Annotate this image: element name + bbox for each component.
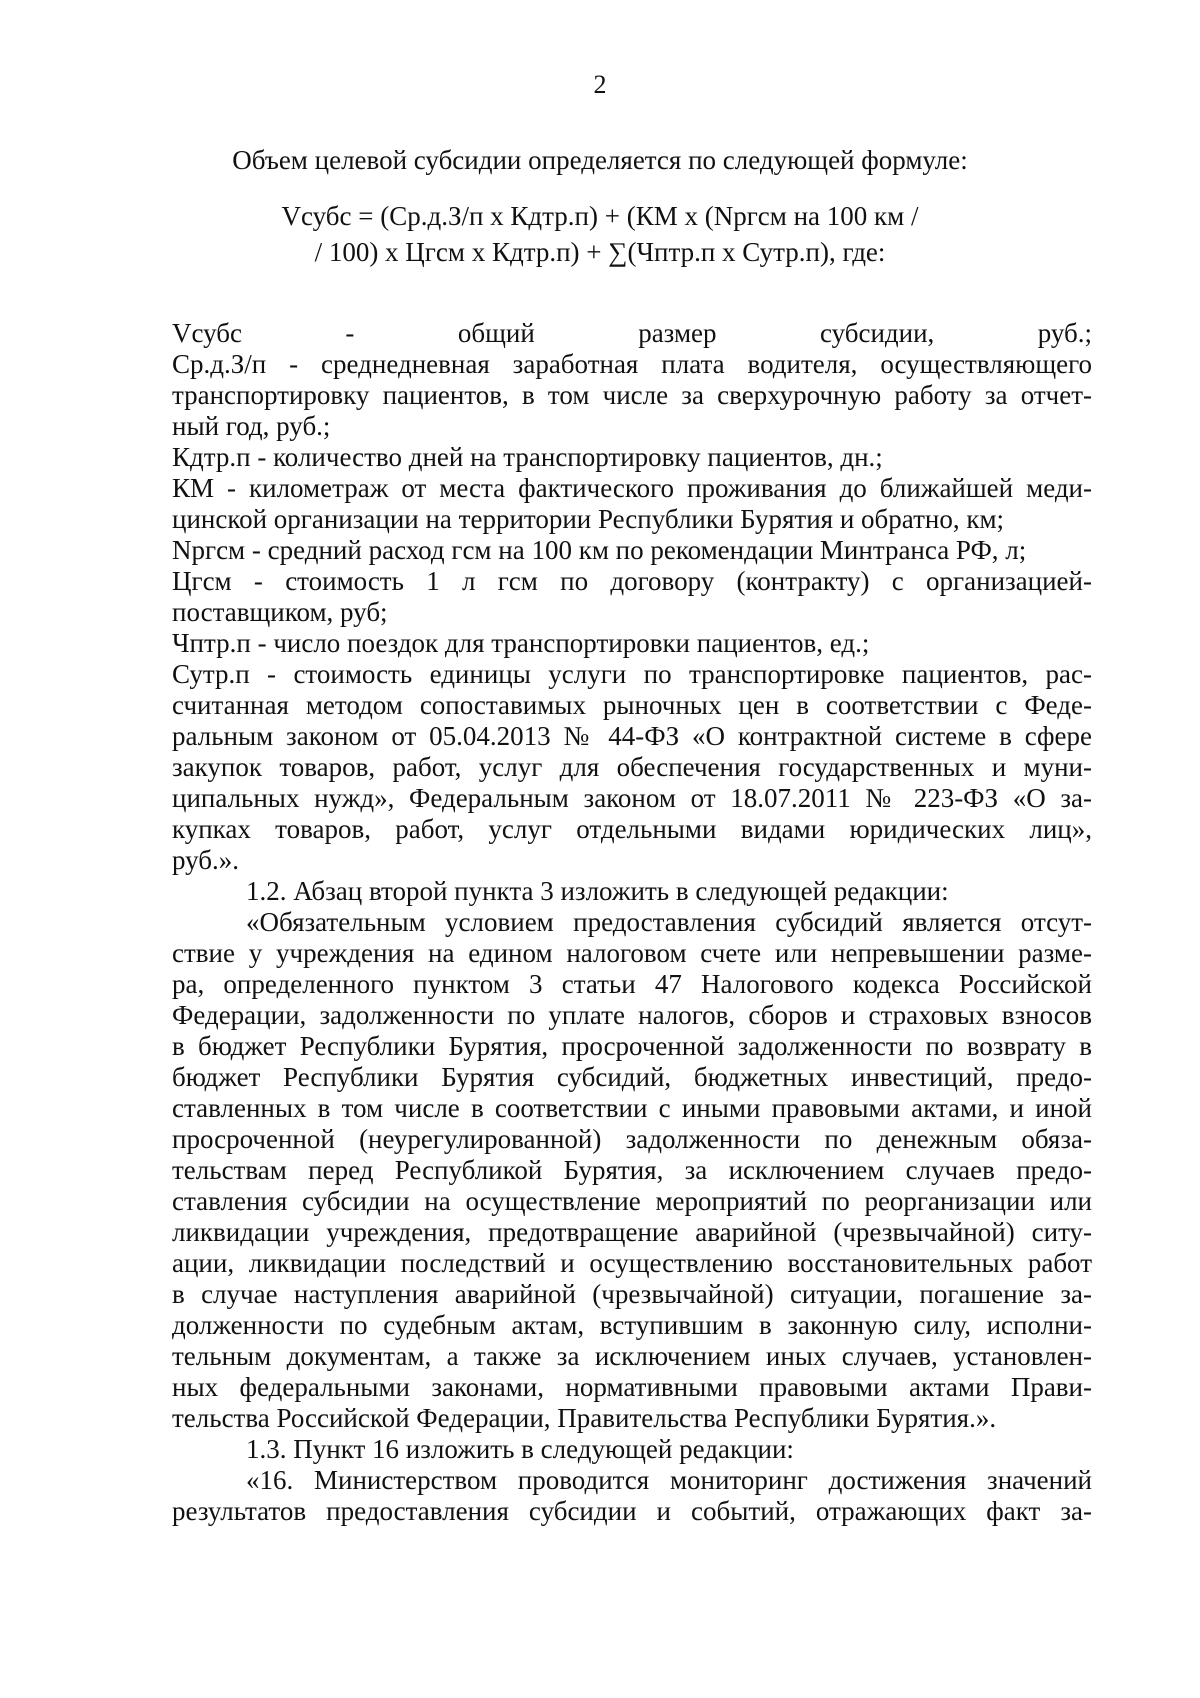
text-line: купках товаров, работ, услуг отдельными видами юридических лиц», [172,814,1092,844]
page-number: 2 [593,70,607,99]
text-line: Кдтр.п - количество дней на транспортировку пациентов, дн.; [172,442,883,472]
text-line: транспортировку пациентов, в том числе за сверхурочную работу за отчет- [172,380,1092,410]
text-line: руб.». [172,845,240,875]
text-line: ставления субсидии на осуществление мероприятий по реорганизации или [172,1186,1092,1216]
formula-line-1: Vсубс = (Ср.д.З/п х Кдтр.п) + (КМ х (Nргсм на 100 км / [281,201,919,231]
text-line: ципальных нужд», Федеральным законом от 18.07.2011 № 223-ФЗ «О за- [172,783,1092,813]
text-line: тельства Российской Федерации, Правительства Республики Бурятия.». [172,1403,997,1433]
text-line: цинской организации на территории Республики Бурятия и обратно, км; [172,504,1005,534]
text-line: закупок товаров, работ, услуг для обеспечения государственных и муни- [172,752,1092,782]
text-line: считанная методом сопоставимых рыночных цен в соответствии с Феде- [172,690,1092,720]
text-line: ствие у учреждения на едином налоговом счете или непревышении разме- [172,938,1092,968]
text-line: ставленных в том числе в соответствии с иными правовыми актами, и иной [172,1093,1092,1123]
text-line: «Обязательным условием предоставления субсидий является отсут- [246,907,1092,937]
text-line: Vсубс - общий размер субсидии, руб.; [172,318,1092,348]
text-line: в случае наступления аварийной (чрезвычайной) ситуации, погашение за- [172,1279,1092,1309]
text-line: результатов предоставления субсидии и событий, отражающих факт за- [172,1496,1092,1526]
text-line: тельным документам, а также за исключением иных случаев, установлен- [172,1341,1092,1371]
text-line: Цгсм - стоимость 1 л гсм по договору (контракту) с организацией- [172,566,1092,596]
text-line: ных федеральными законами, нормативными правовыми актами Прави- [172,1372,1092,1402]
text-line: «16. Министерством проводится мониторинг достижения значений [246,1465,1092,1495]
text-line: в бюджет Республики Бурятия, просроченной задолженности по возврату в [172,1031,1092,1061]
text-line: Ср.д.З/п - среднедневная заработная плата водителя, осуществляющего [172,349,1092,379]
text-line: Nргсм - средний расход гсм на 100 км по рекомендации Минтранса РФ, л; [172,535,1027,565]
text-line: просроченной (неурегулированной) задолженности по денежным обяза- [172,1124,1092,1154]
text-line: КМ - километраж от места фактического проживания до ближайшей меди- [172,473,1092,503]
text-line: тельствам перед Республикой Бурятия, за исключением случаев предо- [172,1155,1092,1185]
intro-heading: Объем целевой субсидии определяется по следующей формуле: [232,145,968,175]
document-body [172,318,1092,1527]
text-line: ации, ликвидации последствий и осуществлению восстановительных работ [172,1248,1092,1278]
text-line: Сутр.п - стоимость единицы услуги по транспортировке пациентов, рас- [172,659,1092,689]
text-line: бюджет Республики Бурятия субсидий, бюджетных инвестиций, предо- [172,1062,1092,1092]
text-line: ра, определенного пунктом 3 статьи 47 Налогового кодекса Российской [172,969,1092,999]
formula-line-2: / 100) х Цгсм х Кдтр.п) + ∑(Чптр.п х Сутр.п), где: [314,237,886,267]
text-line: Федерации, задолженности по уплате налогов, сборов и страховых взносов [172,1000,1092,1030]
text-line: ликвидации учреждения, предотвращение аварийной (чрезвычайной) ситу- [172,1217,1092,1247]
text-line: ный год, руб.; [172,411,331,441]
text-line: 1.3. Пункт 16 изложить в следующей редакции: [246,1434,794,1464]
text-line: поставщиком, руб; [172,597,388,627]
text-line: ральным законом от 05.04.2013 № 44-ФЗ «О контрактной системе в сфере [172,721,1092,751]
text-line: 1.2. Абзац второй пункта 3 изложить в следующей редакции: [246,876,949,906]
text-line: долженности по судебным актам, вступившим в законную силу, исполни- [172,1310,1092,1340]
text-line: Чптр.п - число поездок для транспортировки пациентов, ед.; [172,628,870,658]
